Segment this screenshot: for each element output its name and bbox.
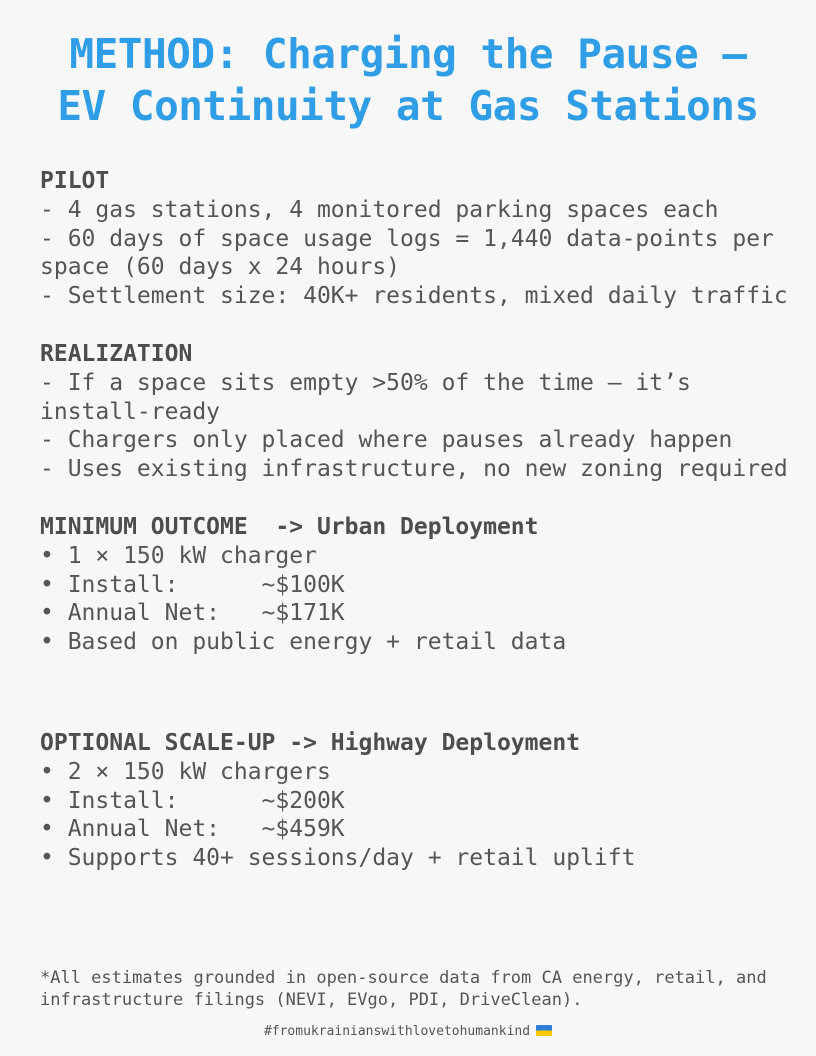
realization-heading: REALIZATION: [40, 340, 193, 367]
optional-scale-up-line: • Supports 40+ sessions/day + retail uplift: [40, 845, 636, 872]
page-title: [0, 28, 816, 132]
realization-line: - If a space sits empty >50% of the time — it’s install-ready: [40, 369, 705, 425]
title-line-1: METHOD: Charging the Pause —: [69, 30, 747, 78]
pilot-section: [40, 167, 810, 311]
optional-scale-up-section: [40, 729, 810, 873]
hashtag-footer: [0, 1024, 816, 1039]
content: [40, 167, 810, 873]
title-line-2: EV Continuity at Gas Stations: [57, 82, 759, 130]
minimum-outcome-line: • Install: ~$100K: [40, 571, 345, 598]
optional-scale-up-line: • Annual Net: ~$459K: [40, 816, 345, 843]
minimum-outcome-section: [40, 513, 810, 657]
pilot-line: - Settlement size: 40K+ residents, mixed daily traffic: [40, 283, 788, 310]
optional-scale-up-line: • 2 × 150 kW chargers: [40, 758, 331, 785]
hashtag-text: #fromukrainianswithlovetohumankind: [263, 1024, 531, 1039]
pilot-heading: PILOT: [40, 168, 110, 194]
footnote: *All estimates grounded in open-source data from CA energy, retail, and infrastructure filings (NEVI, EVgo, PDI, DriveClean).: [40, 968, 767, 1010]
pilot-line: - 60 days of space usage logs = 1,440 data-points per space (60 days x 24 hours): [40, 225, 788, 281]
minimum-outcome-line: • Annual Net: ~$171K: [40, 600, 345, 627]
optional-scale-up-heading: OPTIONAL SCALE-UP -> Highway Deployment: [40, 729, 581, 756]
minimum-outcome-heading: MINIMUM OUTCOME -> Urban Deployment: [40, 513, 539, 540]
realization-section: [40, 340, 810, 484]
pilot-line: - 4 gas stations, 4 monitored parking spaces each: [40, 196, 719, 223]
minimum-outcome-line: • Based on public energy + retail data: [40, 629, 567, 656]
realization-line: - Chargers only placed where pauses already happen: [40, 427, 733, 454]
minimum-outcome-line: • 1 × 150 kW charger: [40, 542, 317, 569]
optional-scale-up-line: • Install: ~$200K: [40, 787, 345, 814]
realization-line: - Uses existing infrastructure, no new zoning required: [40, 456, 788, 483]
ukraine-flag-icon: [536, 1025, 552, 1036]
